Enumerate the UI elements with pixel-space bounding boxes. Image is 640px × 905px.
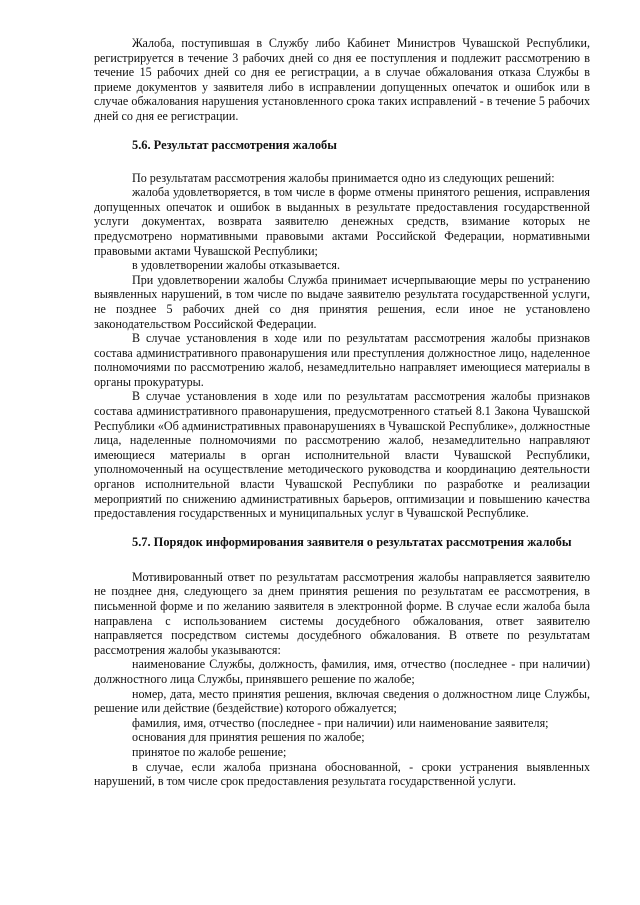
section-5-7-paragraph: принятое по жалобе решение;: [132, 744, 287, 759]
intro-paragraph: Жалоба, поступившая в Службу либо Кабинет Министров Чувашской Республики, регистрируется в течение 3 рабочих дней со дня ее поступления и подлежит рассмотрению в течение 15 рабочих дней со дня ее регистрации, а в случае обжалования отказа Службы в приеме документов у заявителя либо в исправлении допущенных опечаток и ошибок или в случае обжалования нарушения установленного срока таких исправлений - в течение 5 рабочих дней со дня ее регистрации.: [94, 36, 590, 123]
section-5-6-paragraph: в удовлетворении жалобы отказывается.: [132, 258, 341, 273]
section-5-6-paragraph: жалоба удовлетворяется, в том числе в форме отмены принятого решения, исправления допущенных опечаток и ошибок в выданных в результате предоставления государственной услуги документах, возврата заявителю денежных средств, взимание которых не предусмотрено нормативными правовыми актами Российской Федерации, нормативными правовыми актами Чувашской Республики;: [94, 185, 590, 258]
section-5-7-paragraph: в случае, если жалоба признана обоснованной, - сроки устранения выявленных нарушений, в том числе срок предоставления результата государственной услуги.: [94, 759, 590, 789]
section-5-7-paragraph: наименование Службы, должность, фамилия, имя, отчество (последнее - при наличии) должностного лица Службы, принявшего решение по жалобе;: [94, 657, 590, 686]
section-5-6-heading: 5.6. Результат рассмотрения жалобы: [132, 137, 337, 152]
section-5-7-paragraph: номер, дата, место принятия решения, включая сведения о должностном лице Службы, решение или действие (бездействие) которого обжалуется;: [94, 686, 590, 716]
section-5-7-paragraph: Мотивированный ответ по результатам рассмотрения жалобы направляется заявителю не позднее дня, следующего за днем принятия решения по результатам ее рассмотрения, в письменной форме и по желанию заявителя в электронной форме. В случае если жалоба была направлена с использованием системы досудебного обжалования, ответ заявителю направляется посредством системы досудебного обжалования. В ответе по результатам рассмотрения жалобы указываются:: [94, 569, 590, 657]
section-5-6-paragraph: В случае установления в ходе или по результатам рассмотрения жалобы признаков состава административного правонарушения, предусмотренного статьей 8.1 Закона Чувашской Республики «Об административных правонарушениях в Чувашской Республике», должностные лица, наделенные полномочиями по рассмотрению жалоб, незамедлительно направляют имеющиеся материалы в орган исполнительной власти Чувашской Республики, уполномоченный на осуществление методического руководства и координацию деятельности органов исполнительной власти Чувашской Республики по разработке и реализации мероприятий по снижению административных барьеров, оптимизации и повышению качества предоставления государственных и муниципальных услуг в Чувашской Республике.: [94, 389, 590, 521]
section-5-7-paragraph: основания для принятия решения по жалобе;: [132, 730, 365, 745]
section-5-6-paragraph: В случае установления в ходе или по результатам рассмотрения жалобы признаков состава административного правонарушения или преступления должностное лицо, наделенное полномочиями по рассмотрению жалоб, незамедлительно направляет имеющиеся материалы в органы прокуратуры.: [94, 331, 590, 389]
section-5-6-paragraph: По результатам рассмотрения жалобы принимается одно из следующих решений:: [132, 170, 555, 185]
section-5-7-paragraph: фамилия, имя, отчество (последнее - при наличии) или наименование заявителя;: [132, 715, 549, 730]
document-page: [94, 36, 590, 789]
section-5-7-heading: 5.7. Порядок информирования заявителя о результатах рассмотрения жалобы: [132, 534, 572, 549]
section-5-6-paragraph: При удовлетворении жалобы Служба принимает исчерпывающие меры по устранению выявленных нарушений, в том числе по выдаче заявителю результата государственной услуги, не позднее 5 рабочих дней со дня принятия решения, если иное не установлено законодательством Российской Федерации.: [94, 272, 590, 331]
